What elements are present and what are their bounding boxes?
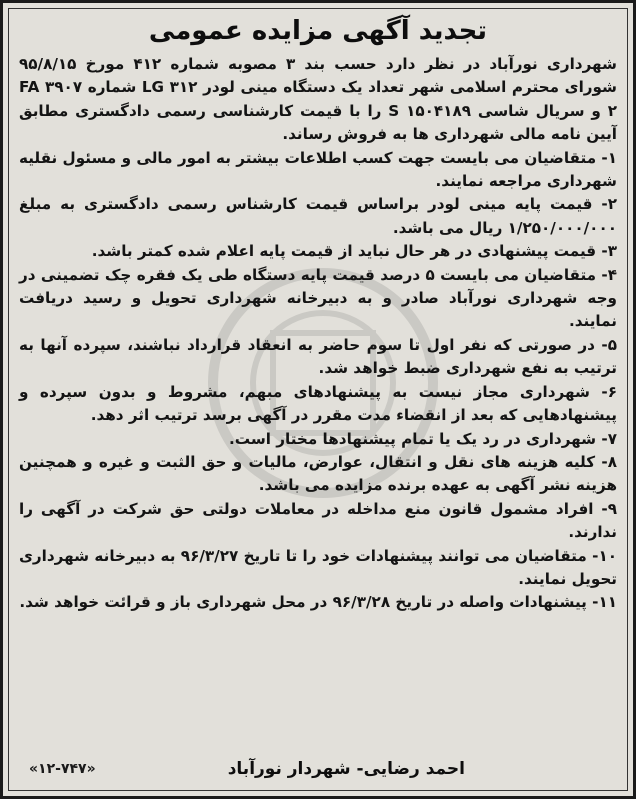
notice-footer bbox=[21, 754, 615, 784]
condition-item-2: ۲- قیمت پایه مینی لودر براساس قیمت کارشناس رسمی دادگستری به مبلغ ۱/۲۵۰/۰۰۰/۰۰۰ ریال می باشد. bbox=[19, 195, 617, 237]
condition-item-10: ۱۰- متقاضیان می توانند پیشنهادات خود را تا تاریخ ۹۶/۳/۲۷ به دبیرخانه شهرداری تحویل نمایند. bbox=[19, 546, 617, 588]
condition-item-11: ۱۱- پیشنهادات واصله در تاریخ ۹۶/۳/۲۸ در محل شهرداری باز و قرائت خواهد شد. bbox=[19, 593, 617, 612]
condition-item-6: ۶- شهرداری مجاز نیست به پیشنهادهای مبهم، مشروط و بدون سپرده و پیشنهادهایی که بعد از انقضاء مدت مقرر در آگهی برسد ترتیب اثر دهد. bbox=[19, 382, 617, 425]
condition-item-7: ۷- شهرداری در رد یک یا تمام پیشنهادها مختار است. bbox=[229, 429, 617, 448]
notice-title: تجدید آگهی مزایده عمومی bbox=[148, 16, 488, 46]
condition-item-3: ۳- قیمت پیشنهادی در هر حال نباید از قیمت پایه اعلام شده کمتر باشد. bbox=[91, 242, 617, 261]
notice-body bbox=[19, 53, 617, 615]
signature: احمد رضایی- شهردار نورآباد bbox=[227, 759, 465, 779]
condition-item-1: ۱- متقاضیان می بایست جهت کسب اطلاعات بیشتر به امور مالی و مسئول نقلیه شهرداری مراجعه نمایند. bbox=[19, 148, 617, 191]
condition-item-8: ۸- کلیه هزینه های نقل و انتقال، عوارض، مالیات و حق الثبت و غیره و همچنین هزینه نشر آگهی به عهده برنده مزایده می باشد. bbox=[19, 452, 617, 495]
intro-paragraph: شهرداری نورآباد در نظر دارد حسب بند ۳ مصوبه شماره ۴۱۲ مورخ ۹۵/۸/۱۵ شورای محترم اسلامی شهر تعداد یک دستگاه مینی لودر LG ۳۱۲ شماره ۳۹۰۷ FA ۲ و سریال شاسی ۱۵۰۴۱۸۹ S را با قیمت کارشناسی رسمی دادگستری مطابق آیین نامه مالی شهرداری ها به فروش رساند. bbox=[19, 55, 618, 144]
notice-code: «۱۲-۷۴۷» bbox=[29, 761, 96, 777]
condition-item-4: ۴- متقاضیان می بایست ۵ درصد قیمت پایه دستگاه طی یک فقره چک تضمینی در وجه شهرداری نورآباد صادر و به دبیرخانه شهرداری تحویل و رسید دریافت نمایند. bbox=[19, 265, 617, 331]
condition-item-9: ۹- افراد مشمول قانون منع مداخله در معاملات دولتی حق شرکت در آگهی را ندارند. bbox=[19, 499, 617, 542]
condition-item-5: ۵- در صورتی که نفر اول تا سوم حاضر به انعقاد قرارداد نباشند، سپرده آنها به ترتیب به نفع شهرداری ضبط خواهد شد. bbox=[19, 335, 617, 378]
